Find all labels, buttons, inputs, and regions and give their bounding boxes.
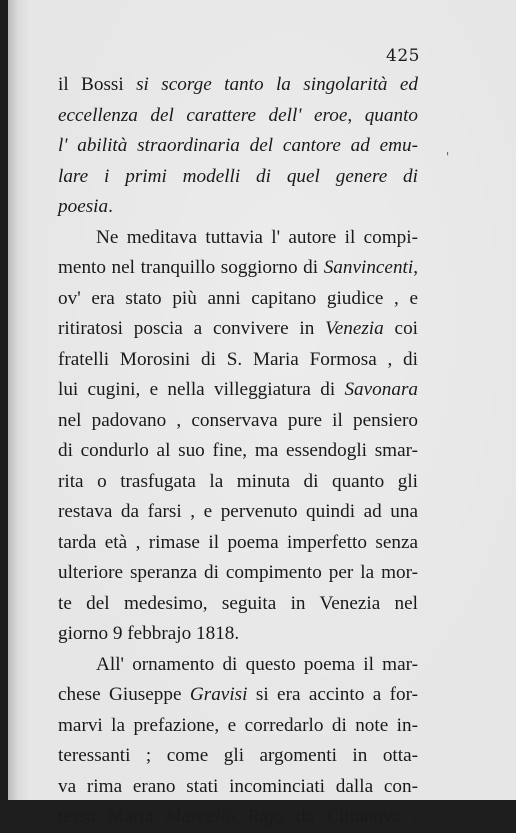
text-line: [58, 589, 418, 620]
italic-segment: si scorge: [136, 74, 212, 95]
text-line: [58, 345, 418, 376]
italic-segment: Savonara: [344, 379, 418, 400]
text-segment: te del medesimo, seguita in Venezia nel: [58, 592, 418, 614]
text-segment: nel padovano , conservava pure il pensiero: [58, 409, 418, 431]
text-segment: rita o trasfugata la minuta di quanto gli: [58, 470, 418, 492]
text-line: [58, 375, 418, 406]
text-segment: teressanti ; come gli argomenti in otta-: [58, 745, 418, 766]
text-segment: il Bossi: [58, 74, 137, 95]
text-segment: ritiratosi poscia a convivere in: [58, 318, 326, 339]
text-line: [58, 406, 418, 437]
body-text: [58, 70, 418, 833]
text-segment: Ne meditava tuttavia l' autore il compi-: [96, 226, 418, 248]
text-segment: giorno 9 febbrajo 1818.: [58, 623, 240, 644]
text-line: [58, 192, 418, 223]
text-segment: tessa Maria: [58, 806, 166, 827]
text-line: [58, 314, 418, 345]
italic-segment: Gravisi: [189, 684, 248, 705]
italic-segment: l' abilità straordinaria del cantore ad emu-: [58, 135, 418, 156]
italic-segment: poesia: [58, 196, 109, 217]
text-segment: ,: [413, 257, 418, 278]
text-segment: ulteriore speranza di compimento per la mor-: [58, 562, 418, 583]
italic-segment: eccellenza del carattere dell' eroe: [58, 104, 348, 126]
text-line: [58, 223, 418, 254]
text-line: [58, 253, 418, 284]
text-segment: di condurlo al suo fine, ma essendogli smar-: [58, 440, 418, 461]
italic-segment: lare i primi modelli di quel genere di: [58, 165, 418, 187]
text-line: [58, 284, 418, 315]
text-line: [58, 436, 418, 467]
text-segment: .: [108, 196, 113, 217]
text-segment: si era accinto a for-: [247, 684, 418, 705]
text-line: [58, 467, 418, 498]
text-line: [58, 802, 418, 833]
text-segment: chese Giuseppe: [58, 684, 190, 705]
text-segment: fratelli Morosini di S. Maria Formosa , di: [58, 348, 418, 370]
text-line: [58, 619, 418, 650]
text-line: [58, 558, 418, 589]
text-line: [58, 162, 418, 193]
margin-mark: ': [446, 150, 450, 164]
text-segment: va rima erano stati incominciati dalla con-: [58, 775, 418, 797]
text-segment: mento nel tranquillo soggiorno di: [58, 257, 324, 278]
text-line: [58, 772, 418, 803]
text-line: [58, 70, 418, 101]
text-line: [58, 711, 418, 742]
italic-segment: Sanvincenti: [323, 257, 414, 278]
text-line: [58, 101, 418, 132]
text-segment: ov' era stato più anni capitano giudice , e: [58, 287, 418, 309]
text-segment: All' ornamento di questo poema il mar-: [96, 653, 418, 675]
book-page: [8, 0, 516, 827]
text-segment: coi: [383, 318, 418, 339]
text-line: [58, 650, 418, 681]
text-segment: marvi la prefazione, e corredarlo di note in-: [58, 714, 418, 736]
text-line: [58, 497, 418, 528]
text-segment: lui cugini, e nella villeggiatura di: [58, 379, 345, 400]
text-segment: [212, 74, 224, 95]
italic-segment: Venezia: [325, 318, 384, 339]
text-line: [58, 680, 418, 711]
text-segment: ,: [347, 104, 365, 126]
italic-segment: Marcello Rigo: [165, 806, 284, 827]
text-line: [58, 131, 418, 162]
italic-segment: quanto: [364, 104, 419, 126]
text-segment: tarda età , rimase il poema imperfetto senza: [58, 531, 418, 553]
italic-segment: tanto la singolarità ed: [224, 74, 418, 95]
page-number: 425: [386, 46, 420, 66]
text-segment: da Cittanova ,: [283, 806, 418, 827]
text-segment: restava da farsi , e pervenuto quindi ad una: [58, 501, 418, 522]
text-line: [58, 741, 418, 772]
text-line: [58, 528, 418, 559]
